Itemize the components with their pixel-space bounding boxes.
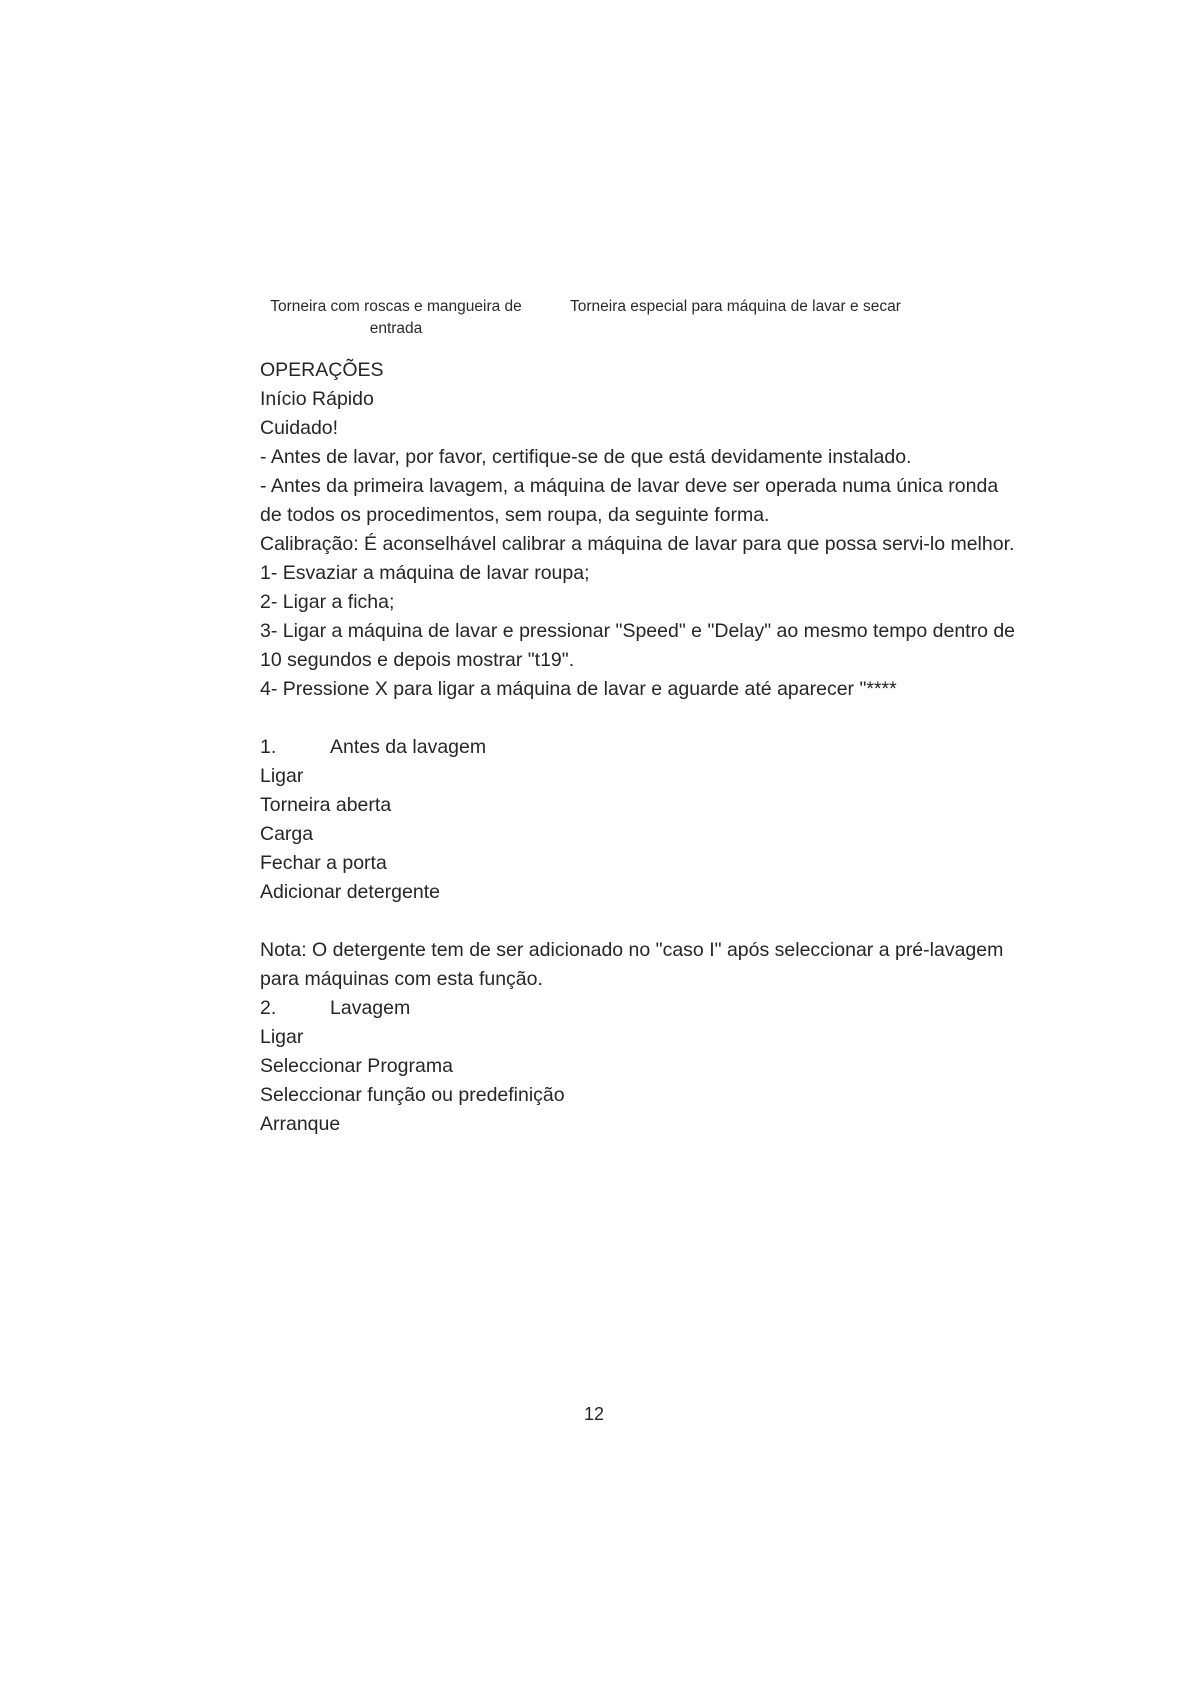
list-item: Fechar a porta	[260, 852, 387, 874]
spacer	[260, 704, 1060, 733]
caption-right: Torneira especial para máquina de lavar e secar	[570, 298, 901, 315]
note-line: para máquinas com esta função.	[260, 968, 543, 990]
calibration-step: 3- Ligar a máquina de lavar e pressionar "Speed" e "Delay" ao mesmo tempo dentro de	[260, 620, 1016, 642]
before-wash-title: Antes da lavagem	[330, 736, 487, 758]
before-wash-number: 1.	[260, 736, 277, 758]
spacer	[260, 907, 1060, 936]
list-item: Seleccionar Programa	[260, 1055, 453, 1077]
calibration-step: 10 segundos e depois mostrar "t19".	[260, 649, 575, 671]
warning-line: - Antes da primeira lavagem, a máquina de lavar deve ser operada numa única ronda	[260, 475, 999, 497]
list-item: Ligar	[260, 765, 304, 787]
section-title: OPERAÇÕES	[260, 359, 384, 381]
caption-left-line2: entrada	[369, 320, 423, 337]
list-item: Ligar	[260, 1026, 304, 1048]
subtitle: Início Rápido	[260, 388, 374, 410]
wash-heading	[260, 994, 1060, 1023]
calibration-intro: Calibração: É aconselhável calibrar a máquina de lavar para que possa servi-lo melhor.	[260, 533, 1015, 555]
calibration-step: 1- Esvaziar a máquina de lavar roupa;	[260, 562, 590, 584]
wash-title: Lavagem	[330, 997, 411, 1019]
note-line: Nota: O detergente tem de ser adicionado no "caso I" após seleccionar a pré-lavagem	[260, 939, 1004, 961]
list-item: Torneira aberta	[260, 794, 392, 816]
before-wash-heading	[260, 733, 1060, 762]
main-content	[260, 356, 1060, 1139]
list-item: Seleccionar função ou predefinição	[260, 1084, 565, 1106]
list-item: Carga	[260, 823, 314, 845]
warning-line: de todos os procedimentos, sem roupa, da seguinte forma.	[260, 504, 770, 526]
calibration-step: 2- Ligar a ficha;	[260, 591, 395, 613]
calibration-step: 4- Pressione X para ligar a máquina de lavar e aguarde até aparecer "****	[260, 678, 897, 700]
list-item: Arranque	[260, 1113, 341, 1135]
warning-heading: Cuidado!	[260, 417, 339, 439]
caption-left	[256, 296, 536, 340]
list-item: Adicionar detergente	[260, 881, 440, 903]
caption-left-line1: Torneira com roscas e mangueira de	[270, 298, 522, 315]
wash-number: 2.	[260, 997, 277, 1019]
warning-line: - Antes de lavar, por favor, certifique-se de que está devidamente instalado.	[260, 446, 912, 468]
page-number: 12	[583, 1404, 605, 1424]
